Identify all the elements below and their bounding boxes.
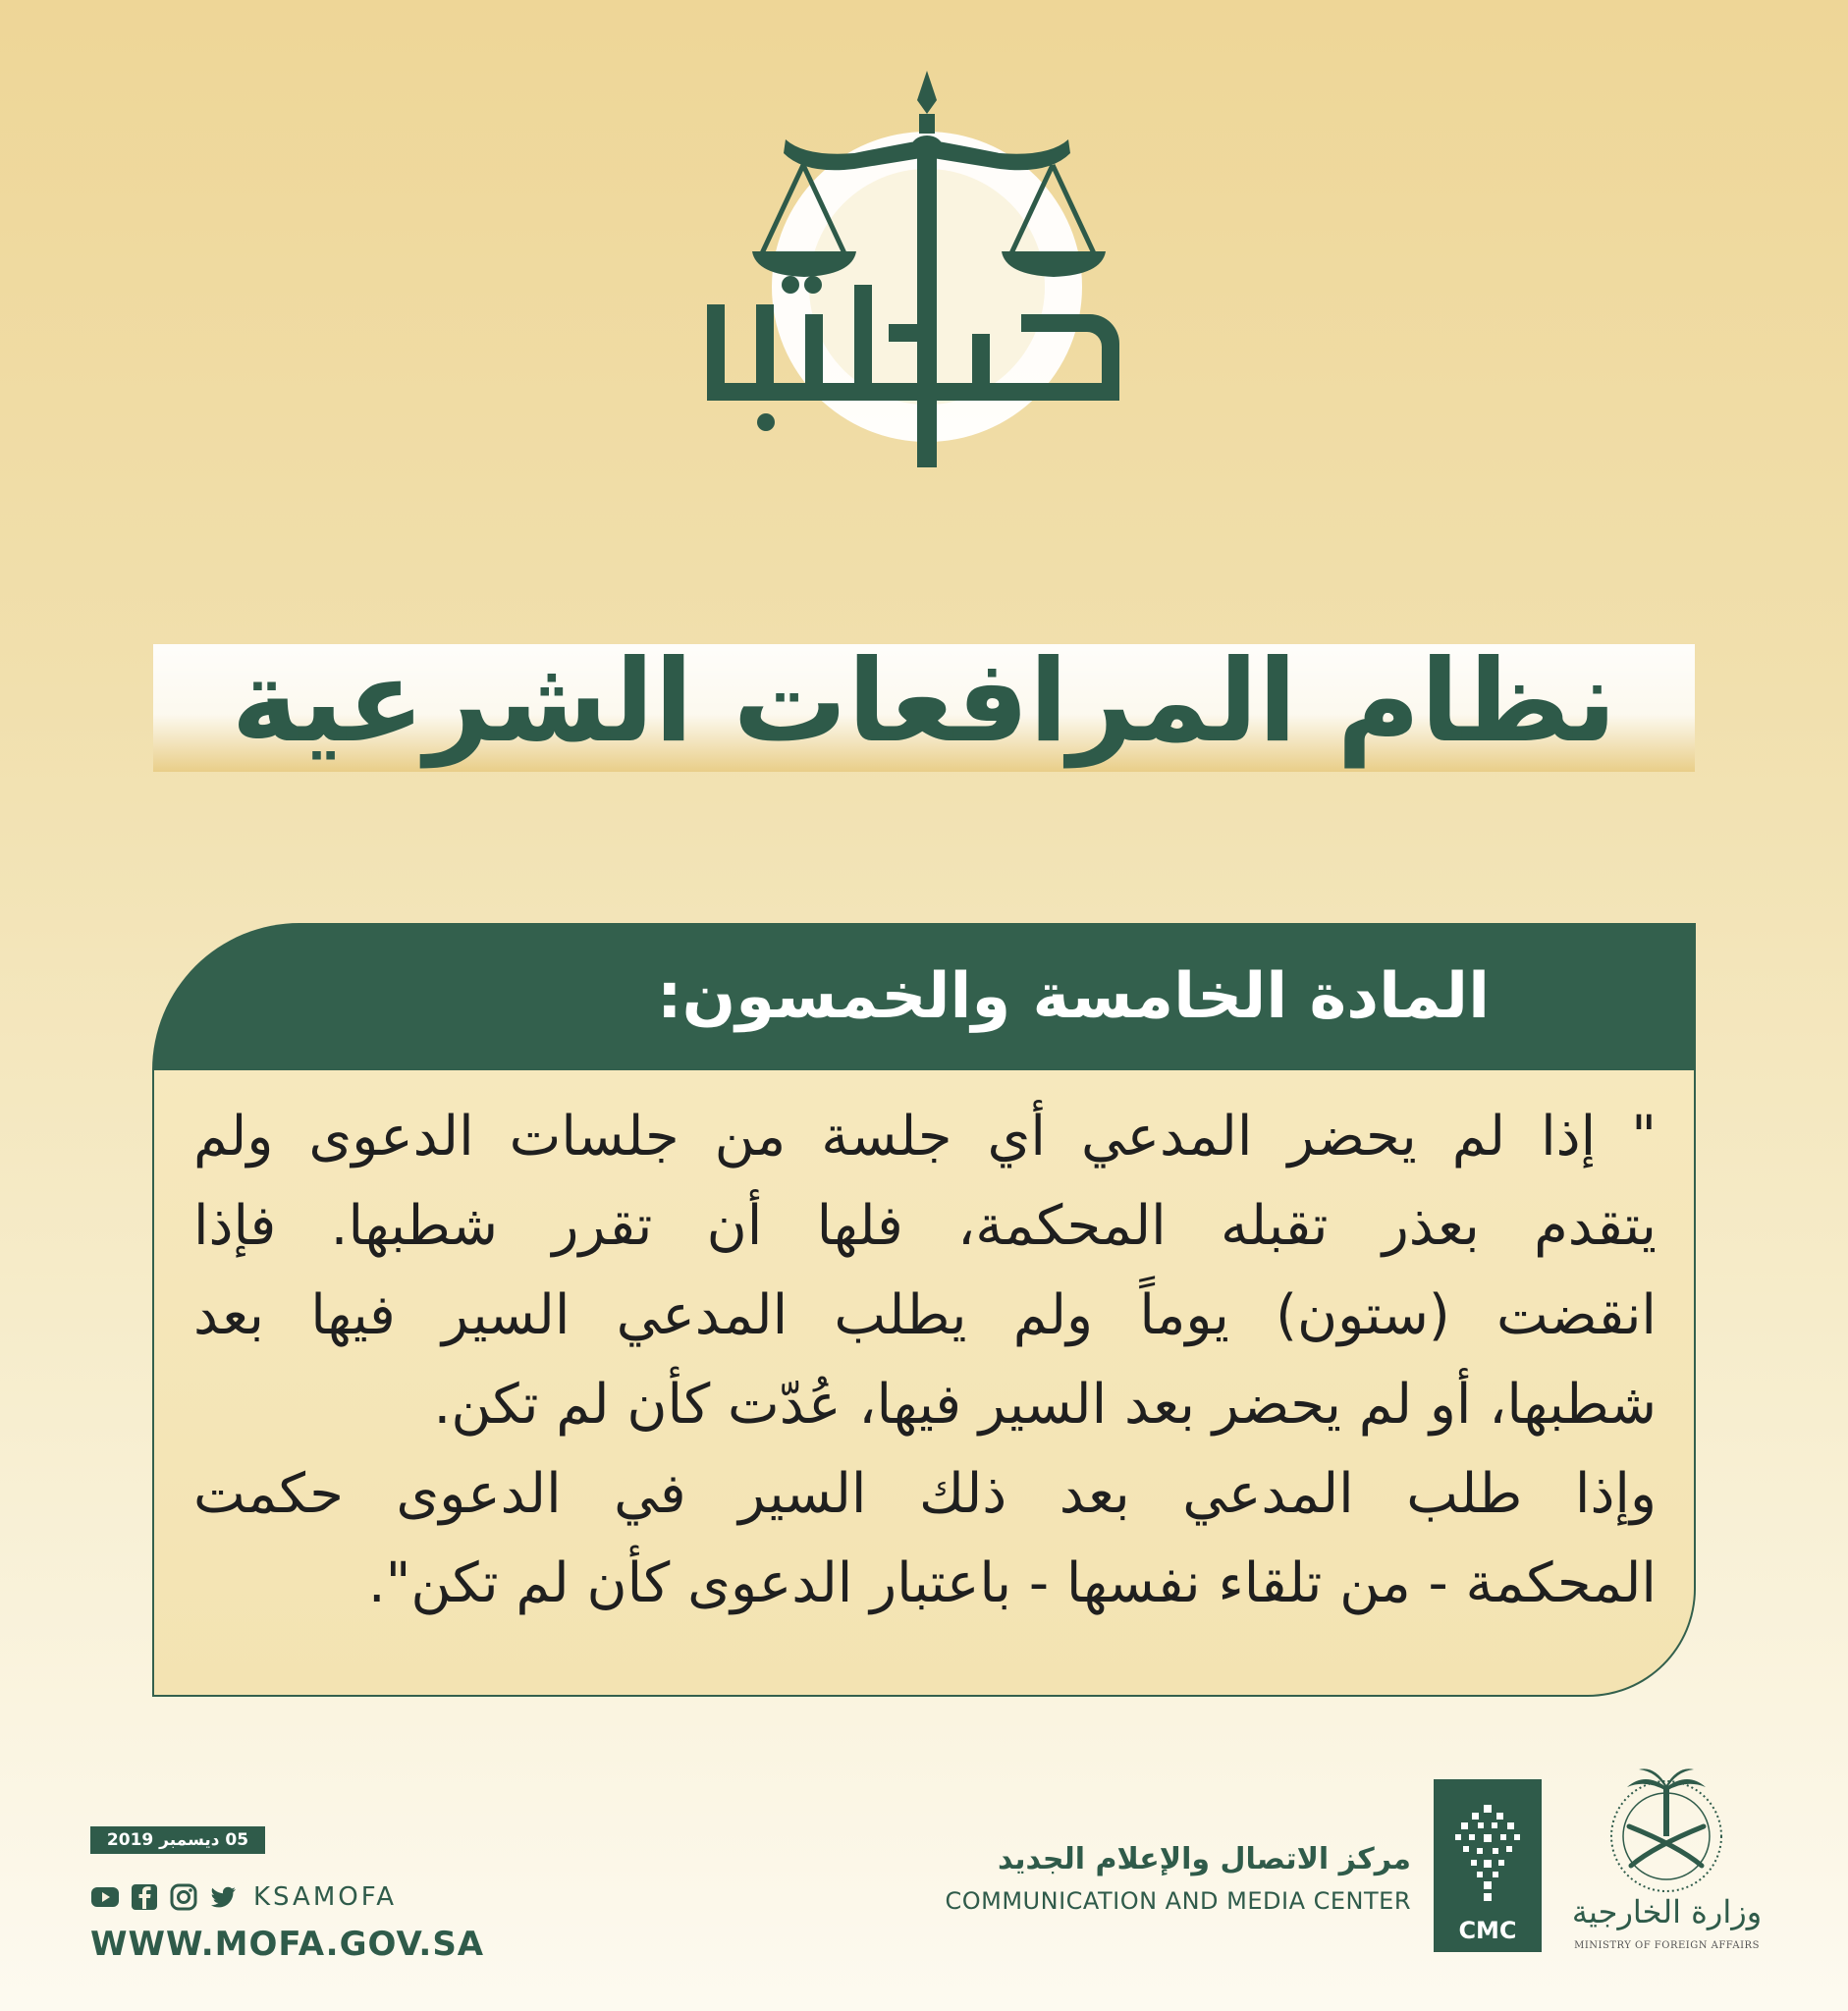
article-line: انقضت (ستون) يوماً ولم يطلب المدعي السير فيها بعد bbox=[193, 1283, 1657, 1347]
article-heading: المادة الخامسة والخمسون: bbox=[656, 960, 1490, 1033]
social-handle[interactable]: KSAMOFA bbox=[253, 1882, 398, 1912]
mofa-logo bbox=[1556, 1758, 1777, 1959]
date-badge: 05 ديسمبر 2019 bbox=[90, 1826, 265, 1854]
article-line: وإذا طلب المدعي بعد ذلك السير في الدعوى حكمت bbox=[193, 1462, 1657, 1526]
cmc-name-english: COMMUNICATION AND MEDIA CENTER bbox=[945, 1887, 1411, 1915]
instagram-icon[interactable] bbox=[169, 1882, 198, 1912]
cmc-name-arabic: مركز الاتصال والإعلام الجديد bbox=[997, 1842, 1411, 1876]
youtube-icon[interactable] bbox=[90, 1882, 120, 1912]
social-links bbox=[90, 1881, 397, 1913]
article-text bbox=[193, 1092, 1657, 1628]
twitter-icon[interactable] bbox=[208, 1882, 238, 1912]
saudi-emblem-icon bbox=[1556, 1758, 1777, 1895]
cmc-logo bbox=[1434, 1779, 1542, 1952]
cmc-pixel-palm-icon bbox=[1434, 1779, 1542, 1907]
scales-of-justice-icon bbox=[687, 59, 1159, 481]
page-title: نظام المرافعات الشرعية bbox=[231, 635, 1617, 768]
mofa-name-english: MINISTRY OF FOREIGN AFFAIRS bbox=[1574, 1940, 1760, 1951]
facebook-icon[interactable] bbox=[130, 1882, 159, 1912]
article-body bbox=[152, 1070, 1696, 1697]
article-header bbox=[152, 923, 1696, 1070]
article-line: شطبها، أو لم يحضر بعد السير فيها، عُدّت كأن لم تكن. bbox=[433, 1373, 1657, 1437]
adalatuna-logo bbox=[687, 59, 1159, 481]
article-line: يتقدم بعذر تقبله المحكمة، فلها أن تقرر شطبها. فإذا bbox=[193, 1194, 1657, 1258]
cmc-name bbox=[945, 1838, 1411, 1921]
article-card bbox=[152, 923, 1696, 1699]
mofa-name-arabic: وزارة الخارجية bbox=[1571, 1893, 1763, 1930]
footer-contact bbox=[90, 1826, 485, 1974]
cmc-logo-text: CMC bbox=[1458, 1917, 1517, 1944]
article-line: " إذا لم يحضر المدعي أي جلسة من جلسات الدعوى ولم bbox=[193, 1105, 1657, 1169]
website-link[interactable]: WWW.MOFA.GOV.SA bbox=[90, 1925, 485, 1964]
article-line: المحكمة - من تلقاء نفسها - باعتبار الدعوى كأن لم تكن". bbox=[367, 1551, 1657, 1615]
